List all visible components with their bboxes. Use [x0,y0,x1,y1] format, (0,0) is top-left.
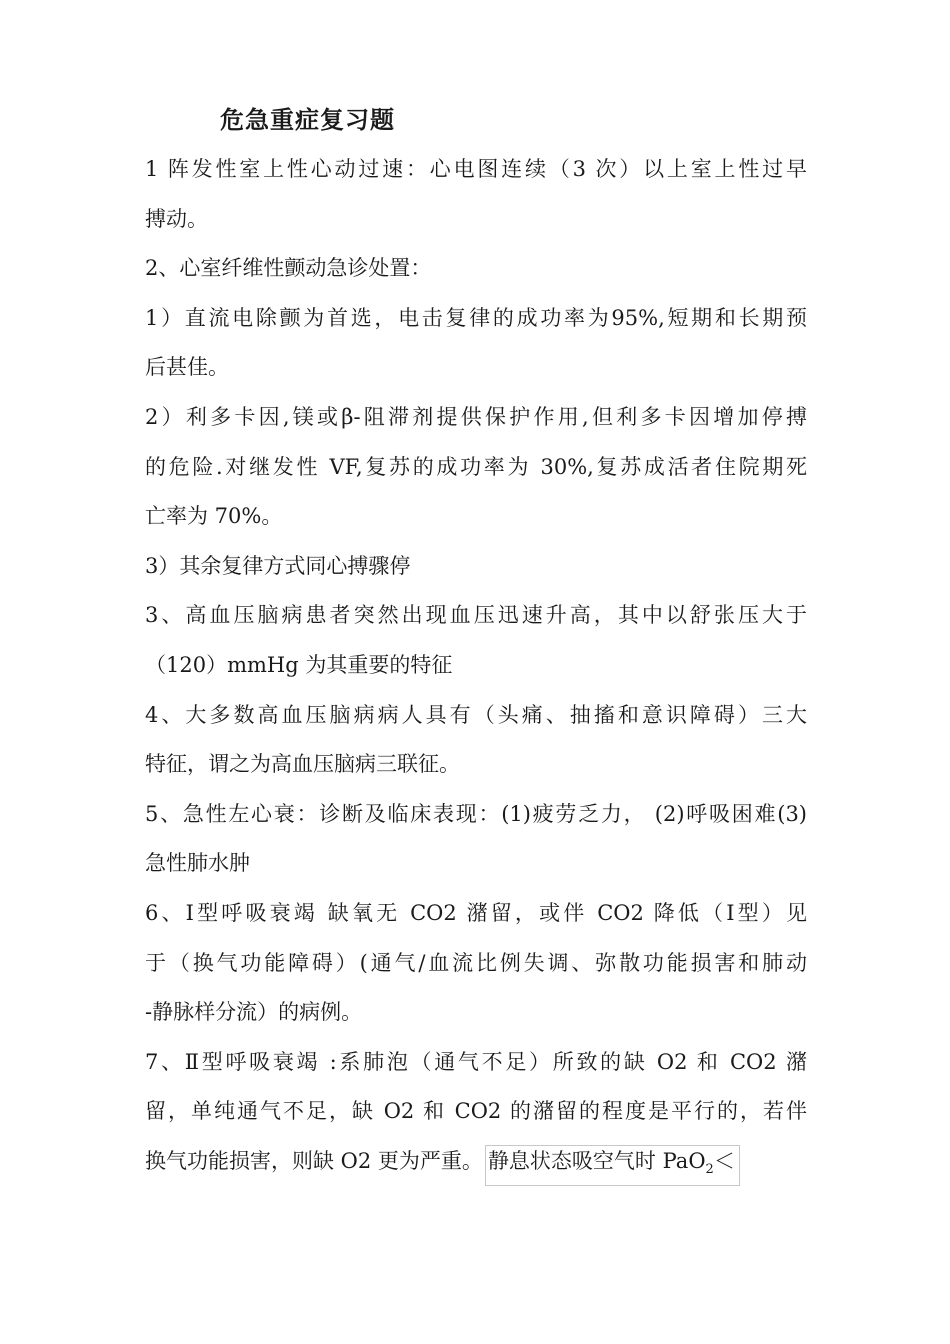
boxed-text-fragment [485,1145,740,1186]
text-line: 的危险.对继发性 VF,复苏的成功率为 30%,复苏成活者住院期死 [145,454,807,479]
text-line: 5、急性左心衰：诊断及临床表现：(1)疲劳乏力， (2)呼吸困难(3) [145,801,807,826]
text-line: 特征，谓之为高血压脑病三联征。 [145,752,460,777]
text-line: 亡率为 70%。 [145,504,283,529]
boxed-text-tail: ＜ [713,1148,735,1173]
text-line: 留，单纯通气不足，缺 O2 和 CO2 的潴留的程度是平行的，若伴 [145,1099,807,1124]
text-line: -静脉样分流）的病例。 [145,1000,363,1025]
text-line: 于（换气功能障碍）(通气/血流比例失调、弥散功能损害和肺动 [145,950,807,975]
text-line: 急性肺水肿 [145,851,250,876]
document-title: 危急重症复习题 [220,105,395,134]
document-body [145,145,807,1186]
text-line: 2）利多卡因,镁或β-阻滞剂提供保护作用,但利多卡因增加停搏 [145,404,807,429]
subscript-text: 2 [705,1161,714,1177]
text-line: 1 阵发性室上性心动过速：心电图连续（3 次）以上室上性过早 [145,157,807,181]
text-line: （120）mmHg 为其重要的特征 [145,652,453,677]
text-line: 2、心室纤维性颤动急诊处置： [145,256,432,281]
text-line: 4、大多数高血压脑病病人具有（头痛、抽搐和意识障碍）三大 [145,702,807,727]
text-line: 后甚佳。 [145,355,229,380]
text-line-last-main: 换气功能损害，则缺 O2 更为严重。 [145,1148,483,1173]
text-line-last [145,1137,807,1187]
text-line: 3）其余复律方式同心搏骤停 [145,553,411,578]
text-line: 搏动。 [145,206,208,231]
boxed-text-main: 静息状态吸空气时 PaO [487,1148,706,1173]
text-line: 7、Ⅱ型呼吸衰竭 :系肺泡（通气不足）所致的缺 O2 和 CO2 潴 [145,1049,807,1074]
text-line: 6、Ⅰ型呼吸衰竭 缺氧无 CO2 潴留，或伴 CO2 降低（Ⅰ型）见 [145,900,807,925]
text-line: 1）直流电除颤为首选，电击复律的成功率为95%,短期和长期预 [145,305,807,330]
text-line: 3、高血压脑病患者突然出现血压迅速升高，其中以舒张压大于 [145,603,807,628]
